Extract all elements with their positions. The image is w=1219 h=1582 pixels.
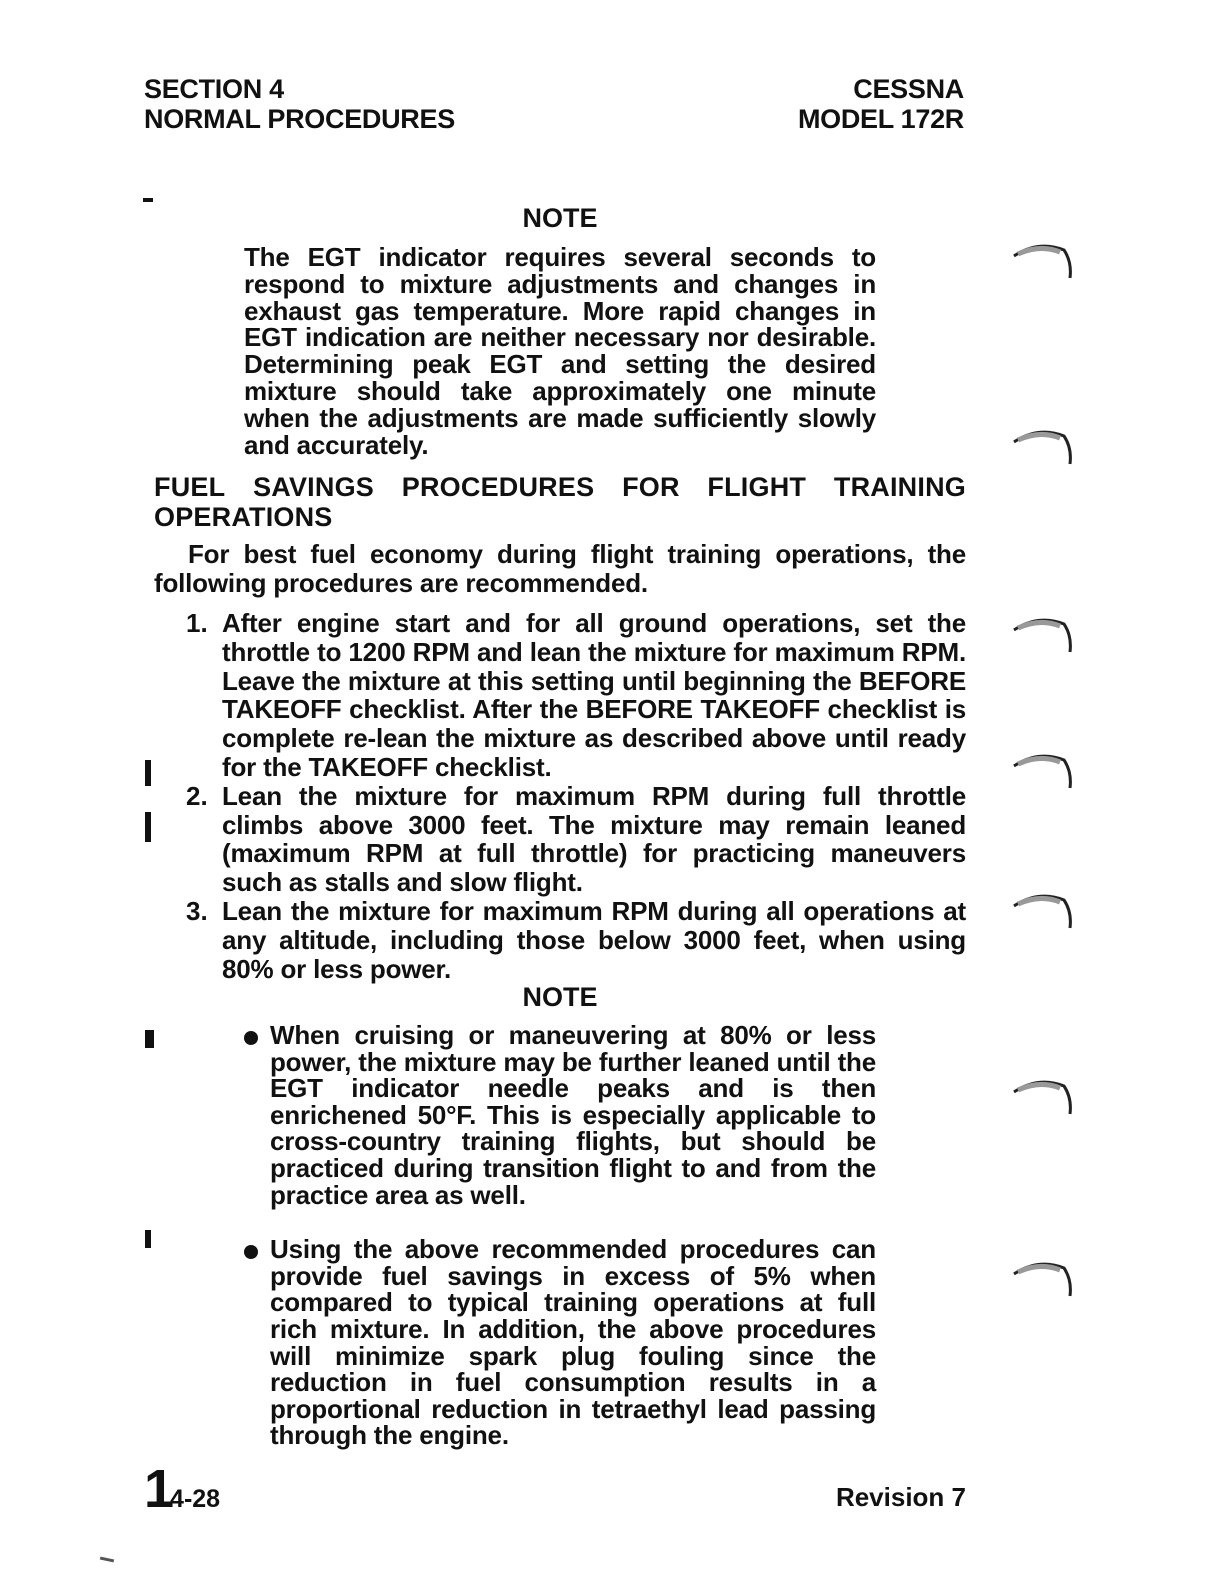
binder-hole-icon — [1010, 424, 1072, 474]
heading-word: FLIGHT — [707, 472, 807, 502]
note-title: NOTE — [522, 203, 598, 233]
step-text: After engine start and for all ground operations, set the throttle to 1200 RPM and lean the mixture for maximum RPM. Leave the mixture at this setting until beginning the BEFORE TAKEOFF checklist. After the BEFORE TAKEOFF checklist is complete re-lean the mixture as described above until ready for the TAKEOFF checklist. — [222, 608, 966, 782]
heading-word: FOR — [622, 472, 680, 502]
procedure-step — [186, 609, 966, 782]
header-section-number: SECTION 4 — [144, 74, 284, 104]
note-body: The EGT indicator requires several seconds to respond to mixture adjustments and changes in exhaust gas temperature. More rapid changes in EGT indication are neither necessary nor desirable. Determining peak EGT and setting the desired mixture should take approximately one minute when the adjustments are made sufficiently slowly and accurately. — [244, 242, 876, 460]
margin-dash-mark — [143, 198, 153, 202]
header-model-name: MODEL 172R — [797, 104, 964, 134]
revision-label: Revision 7 — [835, 1482, 966, 1512]
binder-hole-icon — [1010, 888, 1072, 938]
intro-paragraph: For best fuel economy during flight training operations, the following procedures are recommended. — [154, 539, 966, 598]
step-number: 3. — [186, 895, 208, 926]
header-manufacturer: CESSNA — [853, 74, 964, 104]
bullet-dot-icon — [244, 1031, 258, 1045]
header-section — [144, 74, 455, 134]
revision-change-bar — [145, 812, 151, 842]
revision-change-bar — [145, 1030, 154, 1048]
heading-word: TRAINING — [833, 472, 966, 502]
header-model — [798, 74, 964, 134]
page-number-prefix: 1 — [144, 1459, 171, 1519]
procedure-steps — [186, 609, 966, 983]
procedure-step — [186, 897, 966, 983]
section-heading-line2: OPERATIONS — [154, 502, 333, 532]
heading-word: PROCEDURES — [401, 472, 595, 502]
step-text: Lean the mixture for maximum RPM during full throttle climbs above 3000 feet. The mixture may remain leaned (maximum RPM at full throttle) for practicing maneuvers such as stalls and slow flight. — [222, 780, 966, 898]
page-number — [144, 1459, 221, 1519]
note-bullet — [244, 1236, 876, 1449]
step-number: 2. — [186, 780, 208, 811]
bullet-text: When cruising or maneuvering at 80% or less power, the mixture may be further leaned until the EGT indicator needle peaks and is then enrichened 50°F. This is especially applicable to cross-country training flights, but should be practiced during transition flight to and from the practice area as well. — [270, 1020, 876, 1210]
heading-word: FUEL — [154, 472, 226, 502]
revision-change-bar — [145, 1230, 151, 1248]
bullet-text: Using the above recommended procedures can provide fuel savings in excess of 5% when compared to typical training operations at full rich mixture. In addition, the above procedures will minimize spark plug fouling since the reduction in fuel consumption results in a proportional reduction in tetraethyl lead passing through the engine. — [270, 1234, 876, 1451]
step-text: Lean the mixture for maximum RPM during all operations at any altitude, including those below 3000 feet, when using 80% or less power. — [222, 895, 966, 984]
procedure-step — [186, 782, 966, 897]
binder-hole-icon — [1010, 238, 1072, 288]
note-bullets — [244, 1022, 876, 1449]
header-section-title: NORMAL PROCEDURES — [144, 104, 455, 134]
note-title: NOTE — [522, 982, 598, 1012]
binder-hole-icon — [1010, 1074, 1072, 1124]
bullet-dot-icon — [244, 1245, 258, 1259]
heading-word: SAVINGS — [253, 472, 374, 502]
binder-hole-icon — [1010, 612, 1072, 662]
revision-change-bar — [145, 760, 151, 786]
binder-hole-icon — [1010, 1256, 1072, 1306]
section-heading — [154, 472, 966, 532]
step-number: 1. — [186, 608, 208, 638]
corner-scan-mark — [100, 1557, 114, 1563]
page-number-value: 4-28 — [170, 1485, 221, 1513]
section-heading-line1 — [154, 472, 966, 502]
note-bullet — [244, 1022, 876, 1208]
binder-hole-icon — [1010, 748, 1072, 798]
